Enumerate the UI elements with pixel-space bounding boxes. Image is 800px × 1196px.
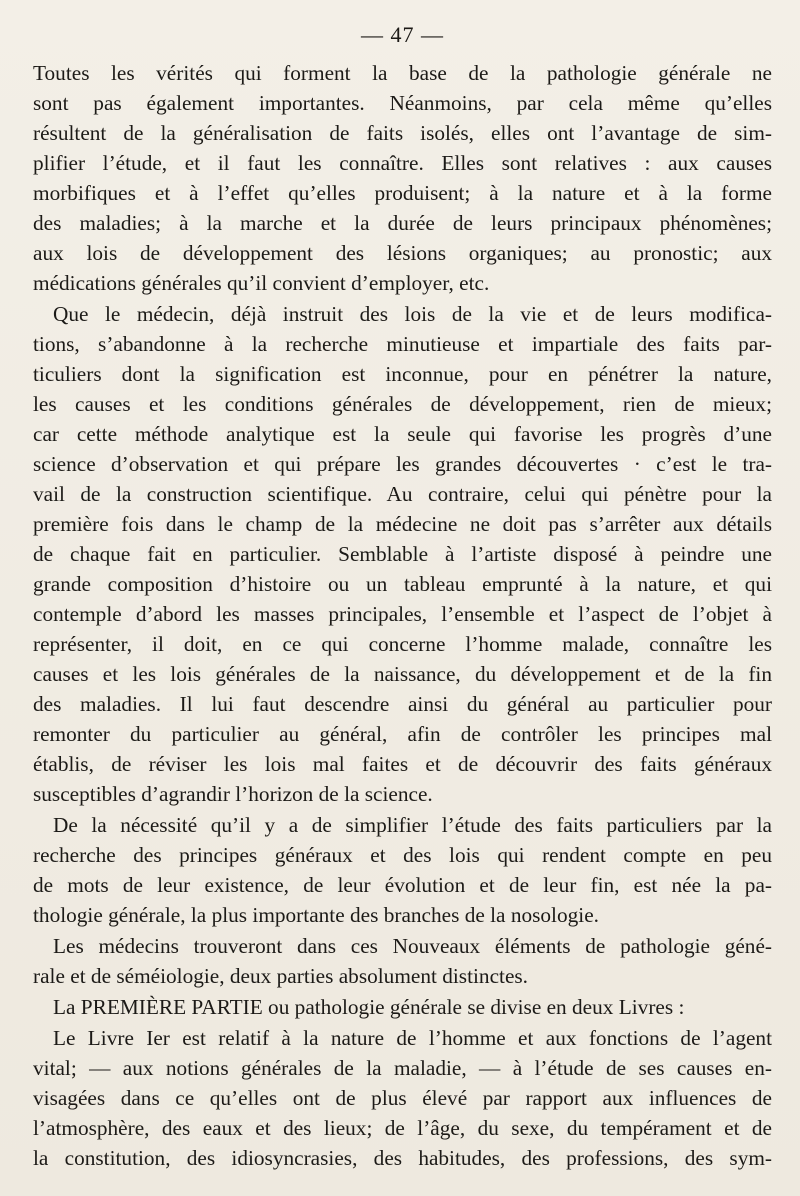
- text-line: visagées dans ce qu’elles ont de plus élevé par rapport aux influences de: [33, 1086, 772, 1110]
- paragraph-4: [33, 931, 772, 991]
- text-line: Toutes les vérités qui forment la base de la pathologie générale ne: [33, 61, 772, 85]
- text-line: remonter du particulier au général, afin de contrôler les principes mal: [33, 722, 772, 746]
- text-line: ticuliers dont la signification est inconnue, pour en pénétrer la nature,: [33, 362, 772, 386]
- text-line: de chaque fait en particulier. Semblable à l’artiste disposé à peindre une: [33, 542, 772, 566]
- text-line: Le Livre Ier est relatif à la nature de l’homme et aux fonctions de l’agent: [53, 1026, 772, 1050]
- text-line: de mots de leur existence, de leur évolution et de leur fin, est née la pa-: [33, 873, 772, 897]
- text-line: rale et de séméiologie, deux parties absolument distinctes.: [33, 964, 529, 988]
- text-line: Que le médecin, déjà instruit des lois de la vie et de leurs modifica-: [53, 302, 772, 326]
- text-line: sont pas également importantes. Néanmoins, par cela même qu’elles: [33, 91, 772, 115]
- paragraph-5: [33, 992, 772, 1022]
- text-line: aux lois de développement des lésions organiques; au pronostic; aux: [33, 241, 772, 265]
- text-line: les causes et les conditions générales de développement, rien de mieux;: [33, 392, 772, 416]
- text-line: contemple d’abord les masses principales, l’ensemble et l’aspect de l’objet à: [33, 602, 772, 626]
- text-line: car cette méthode analytique est la seule qui favorise les progrès d’une: [33, 422, 772, 446]
- text-line: résultent de la généralisation de faits isolés, elles ont l’avantage de sim-: [33, 121, 772, 145]
- text-line: la constitution, des idiosyncrasies, des habitudes, des professions, des sym-: [33, 1146, 772, 1170]
- text-line: établis, de réviser les lois mal faites et de découvrir des faits généraux: [33, 752, 772, 776]
- text-line: thologie générale, la plus importante des branches de la nosologie.: [33, 903, 599, 927]
- text-line: des maladies; à la marche et la durée de leurs principaux phénomènes;: [33, 211, 772, 235]
- text-line: La PREMIÈRE PARTIE ou pathologie générale se divise en deux Livres :: [53, 995, 685, 1019]
- text-line: représenter, il doit, en ce qui concerne l’homme malade, connaître les: [33, 632, 772, 656]
- text-line: morbifiques et à l’effet qu’elles produisent; à la nature et à la forme: [33, 181, 772, 205]
- text-line: vital; — aux notions générales de la maladie, — à l’étude de ses causes en-: [33, 1056, 772, 1080]
- text-line: tions, s’abandonne à la recherche minutieuse et impartiale des faits par-: [33, 332, 772, 356]
- text-line: des maladies. Il lui faut descendre ainsi du général au particulier pour: [33, 692, 772, 716]
- paragraph-2: [33, 299, 772, 809]
- text-line: plifier l’étude, et il faut les connaître. Elles sont relatives : aux causes: [33, 151, 772, 175]
- text-line: De la nécessité qu’il y a de simplifier l’étude des faits particuliers par la: [53, 813, 772, 837]
- text-line: médications générales qu’il convient d’employer, etc.: [33, 271, 490, 295]
- text-line: causes et les lois générales de la naissance, du développement et de la fin: [33, 662, 772, 686]
- text-line: science d’observation et qui prépare les grandes découvertes · c’est le tra-: [33, 452, 772, 476]
- text-line: l’atmosphère, des eaux et des lieux; de l’âge, du sexe, du tempérament et de: [33, 1116, 772, 1140]
- paragraph-1: [33, 58, 772, 298]
- paragraph-3: [33, 810, 772, 930]
- text-line: recherche des principes généraux et des lois qui rendent compte en peu: [33, 843, 772, 867]
- page-number: — 47 —: [361, 22, 444, 47]
- paragraph-6: [33, 1023, 772, 1173]
- text-line: vail de la construction scientifique. Au contraire, celui qui pénètre pour la: [33, 482, 772, 506]
- text-line: grande composition d’histoire ou un tableau emprunté à la nature, et qui: [33, 572, 772, 596]
- text-line: susceptibles d’agrandir l’horizon de la science.: [33, 782, 433, 806]
- text-line: première fois dans le champ de la médecine ne doit pas s’arrêter aux détails: [33, 512, 772, 536]
- text-line: Les médecins trouveront dans ces Nouveaux éléments de pathologie géné-: [53, 934, 772, 958]
